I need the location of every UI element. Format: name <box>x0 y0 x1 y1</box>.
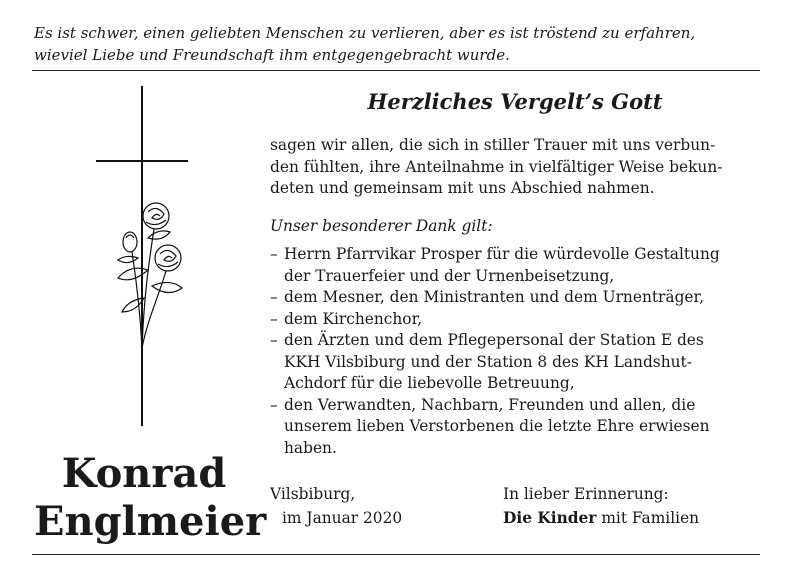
list-item <box>270 244 770 287</box>
list-item <box>270 395 770 460</box>
list-item-line: unserem lieben Verstorbenen die letzte Ehre erwiesen <box>284 417 710 435</box>
list-item-line: haben. <box>284 438 337 457</box>
intro-paragraph <box>270 135 766 200</box>
place-city: Vilsbiburg, <box>270 485 356 503</box>
memorial-quote <box>34 22 764 66</box>
thanks-label: Unser besonderer Dank gilt: <box>270 217 493 235</box>
list-item-line: den Ärzten und dem Pflegepersonal der Station E des <box>284 331 704 349</box>
roses-icon <box>108 198 192 348</box>
first-name: Konrad <box>61 450 227 497</box>
intro-line: deten und gemeinsam mit uns Abschied nahmen. <box>270 179 655 197</box>
list-dash: – <box>270 288 278 306</box>
signature-block <box>503 482 763 530</box>
last-name: Englmeier <box>34 498 267 545</box>
list-item <box>270 330 770 395</box>
list-item-line: dem Mesner, den Ministranten und dem Urnenträger, <box>284 288 705 306</box>
cross-bar <box>96 160 188 162</box>
quote-line-2: wieviel Liebe und Freundschaft ihm entgegengebracht wurde. <box>34 46 510 64</box>
list-dash: – <box>270 395 278 414</box>
place-date-text: im Januar 2020 <box>282 509 403 527</box>
list-item-line: dem Kirchenchor, <box>284 309 423 328</box>
list-item-line: Achdorf für die liebevolle Betreuung, <box>284 374 575 392</box>
list-item <box>270 309 770 331</box>
quote-line-1: Es ist schwer, einen geliebten Menschen zu verlieren, aber es ist tröstend zu erfahren, <box>34 24 696 42</box>
intro-line: den fühlten, ihre Anteilnahme in vielfältiger Weise bekun- <box>270 157 723 176</box>
list-dash: – <box>270 245 278 263</box>
list-item-line: Herrn Pfarrvikar Prosper für die würdevolle Gestaltung <box>284 245 720 263</box>
place-date <box>270 482 470 530</box>
signature-family-bold: Die Kinder <box>503 509 597 527</box>
thanks-list <box>270 244 770 459</box>
deceased-name <box>34 450 267 546</box>
list-item-line: der Trauerfeier und der Urnenbeisetzung, <box>284 266 615 285</box>
intro-line: sagen wir allen, die sich in stiller Trauer mit uns verbun- <box>270 136 716 154</box>
list-item <box>270 287 770 309</box>
top-divider <box>32 70 760 71</box>
list-dash: – <box>270 331 278 349</box>
signature-family-rest: mit Familien <box>596 509 700 527</box>
list-dash: – <box>270 309 278 328</box>
list-item-line: KKH Vilsbiburg und der Station 8 des KH Landshut- <box>284 352 692 371</box>
signature-family <box>503 506 763 530</box>
bottom-divider <box>32 554 760 555</box>
signature-prefix: In lieber Erinnerung: <box>503 485 669 503</box>
thanks-heading: Herzliches Vergelt’s Gott <box>367 89 663 114</box>
list-item-line: den Verwandten, Nachbarn, Freunden und allen, die <box>284 395 696 414</box>
